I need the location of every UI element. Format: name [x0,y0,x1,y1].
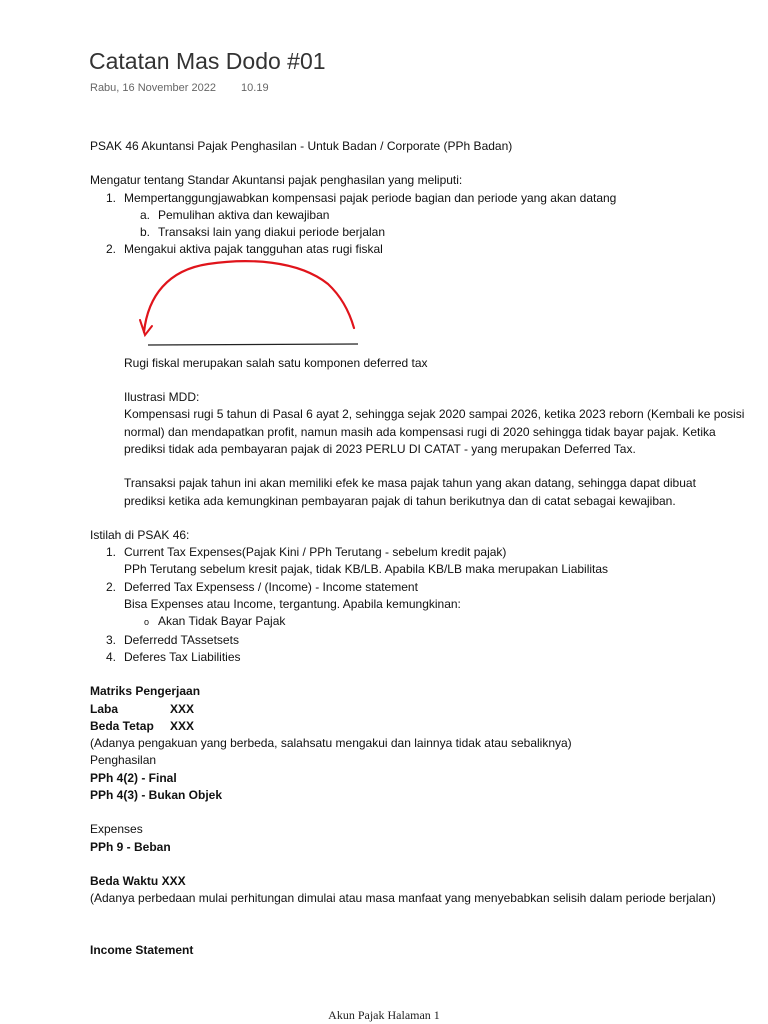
ilustrasi-label: Ilustrasi MDD: [124,390,200,405]
list-item: 2. Deferred Tax Expensess / (Income) - Income statement [106,579,418,594]
expenses-label: Expenses [90,822,143,837]
list-item: 2. Mengakui aktiva pajak tangguhan atas rugi fiskal [106,242,383,257]
list-item: Bisa Expenses atau Income, tergantung. Apabila kemungkinan: [124,597,461,612]
pph42-line: PPh 4(2) - Final [90,770,177,785]
handwritten-sketch [128,256,368,352]
matriks-label: Matriks Pengerjaan [90,684,201,699]
ilustrasi-line: normal) dan mendapatkan profit, namun masih ada kompensasi rugi di 2020 sehingga tidak bayar pajak. Ketika [124,424,716,439]
list-item: 1. Current Tax Expenses(Pajak Kini / PPh Terutang - sebelum kredit pajak) [106,545,507,560]
transaksi-line: Transaksi pajak tahun ini akan memiliki efek ke masa pajak tahun yang akan datang, sehingga dapat dibuat [124,476,696,491]
ilustrasi-line: Kompensasi rugi 5 tahun di Pasal 6 ayat 2, sehingga sejak 2020 sampai 2026, ketika 2023 reborn (Kembali ke posisi [124,407,745,422]
page-title: Catatan Mas Dodo #01 [89,48,326,74]
page-footer: Akun Pajak Halaman 1 [328,1008,440,1022]
beda-waktu-line: Beda Waktu XXX [90,873,186,888]
penghasilan-label: Penghasilan [90,753,157,768]
rugi-note: Rugi fiskal merupakan salah satu komponen deferred tax [124,355,428,370]
red-arc [144,261,354,332]
istilah-label: Istilah di PSAK 46: [90,527,190,542]
ilustrasi-line: prediksi tidak ada pembayaran pajak di 2023 PERLU DI CATAT - yang merupakan Deferred Tax. [124,441,636,456]
pph43-line: PPh 4(3) - Bukan Objek [90,788,223,803]
income-statement-label: Income Statement [90,942,194,957]
list-item: 3. Deferredd TAssetsets [106,632,239,647]
list-item: a. Pemulihan aktiva dan kewajiban [140,207,330,222]
list-item: PPh Terutang sebelum kresit pajak, tidak KB/LB. Apabila KB/LB maka merupakan Liabilitas [124,562,609,577]
note-meta [90,82,269,94]
list-item: b. Transaksi lain yang diakui periode berjalan [140,225,386,240]
note-date: Rabu, 16 November 2022 [90,82,216,94]
laba-row: Laba XXX [90,701,195,716]
heading-line: PSAK 46 Akuntansi Pajak Penghasilan - Untuk Badan / Corporate (PPh Badan) [90,139,513,153]
list-item: 1. Mempertanggungjawabkan kompensasi pajak periode bagian dan periode yang akan datang [106,190,617,205]
list-item: 4. Deferes Tax Liabilities [106,649,241,664]
beda-tetap-row: Beda Tetap XXX [90,718,195,733]
pph9-line: PPh 9 - Beban [90,839,171,854]
note-time: 10.19 [241,82,269,94]
transaksi-line: prediksi ketika ada kemungkinan pembayaran pajak di tahun berikutnya dan di catat sebagai kewajiban. [124,493,676,508]
list-item: o Akan Tidak Bayar Pajak [144,614,286,629]
intro-line: Mengatur tentang Standar Akuntansi pajak penghasilan yang meliputi: [90,173,463,188]
beda-tetap-note: (Adanya pengakuan yang berbeda, salahsatu mengakui dan lainnya tidak atau sebaliknya) [90,736,572,751]
beda-waktu-note: (Adanya perbedaan mulai perhitungan dimulai atau masa manfaat yang menyebabkan selisih dalam periode berjalan) [90,891,716,906]
baseline-line [148,344,358,345]
